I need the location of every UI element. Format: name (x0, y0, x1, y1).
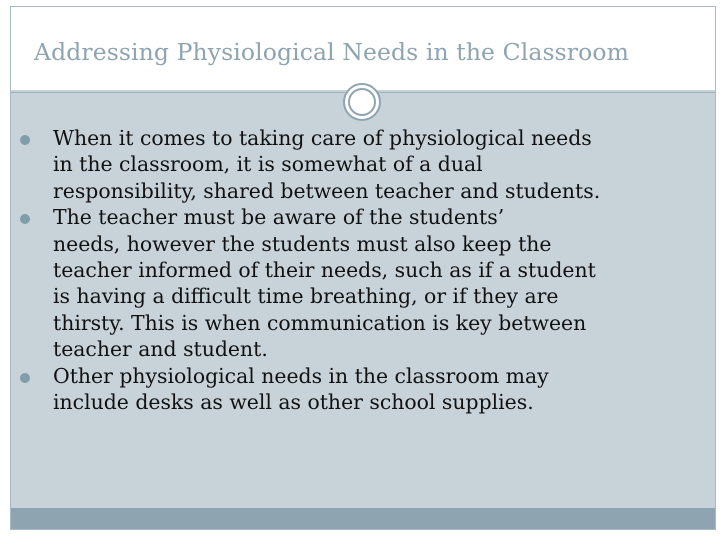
bullet-line: needs, however the students must also keep the (53, 231, 552, 256)
slide-title: Addressing Physiological Needs in the Classroom (34, 38, 629, 66)
bullet-icon (20, 373, 30, 383)
bullet-line: include desks as well as other school supplies. (53, 390, 534, 415)
bullet-line: in the classroom, it is somewhat of a dual (53, 152, 483, 177)
bullet-line: responsibility, shared between teacher and students. (53, 178, 601, 203)
bullet-icon (20, 214, 30, 224)
bullet-icon (20, 135, 30, 145)
footer-bar (11, 508, 715, 529)
bullet-item (18, 125, 698, 204)
bullet-line: thirsty. This is when communication is key between (53, 310, 587, 335)
bullet-line: teacher and student. (53, 337, 268, 362)
bullet-item (18, 204, 698, 362)
bullet-item (18, 363, 698, 416)
bullet-line: The teacher must be aware of the students’ (53, 205, 505, 230)
bullet-list (18, 125, 698, 415)
bullet-line: When it comes to taking care of physiological needs (53, 126, 592, 150)
bullet-line: is having a difficult time breathing, or if they are (53, 284, 559, 309)
circle-ornament-icon (341, 81, 383, 123)
bullet-line: teacher informed of their needs, such as if a student (53, 258, 596, 283)
bullet-line: Other physiological needs in the classroom may (53, 363, 549, 388)
